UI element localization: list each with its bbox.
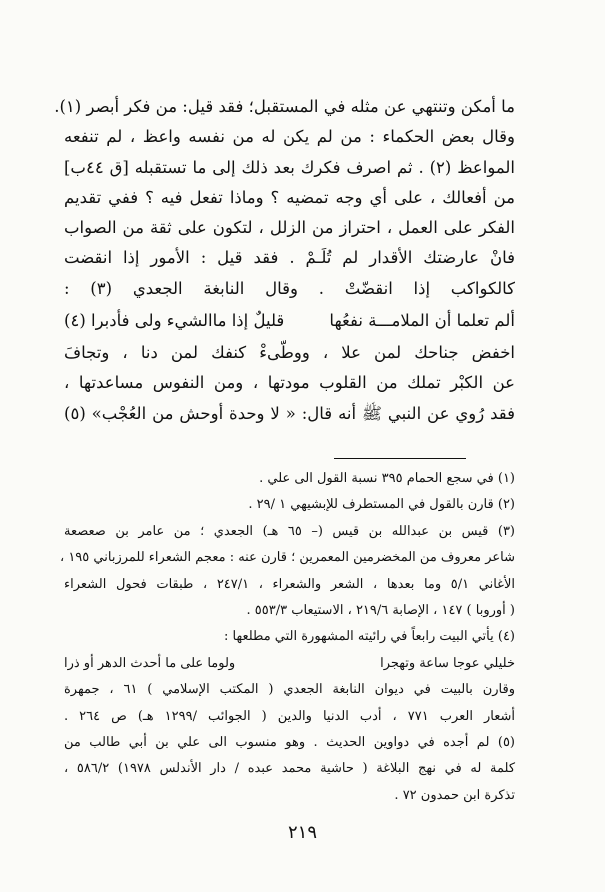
poem-second-hemistich: قليلٌ إذا ماالشيء ولى فأدبرا (٤) — [64, 311, 285, 331]
footnote-separator — [334, 458, 466, 459]
footnote-line: (١) في سجع الحمام ٣٩٥ نسبة القول الى علي . — [259, 471, 515, 486]
footnote-line: الأغاني ٥/١ وما بعدها ، الشعر والشعراء ، ٢٤٧/١ ، طبقات فحول الشعراء — [64, 576, 515, 592]
text-line: من أفعالك ، على أي وجه تمضيه ؟ وماذا تفعل فيه ؟ ففي تقديم — [64, 187, 515, 207]
footnote-line: ( أوروبا ) ١٤٧ ، الإصابة ٢١٩/٦ ، الاستيعاب ٥٥٣/٣ . — [246, 602, 515, 618]
page-number: ٢١٩ — [287, 822, 317, 843]
footnote-line: تذكرة ابن حمدون ٧٢ . — [394, 787, 515, 803]
text-line: الفكر على العمل ، احتراز من الزلل ، لتكون على ثقة من الصواب — [64, 218, 515, 238]
footnote-line: شاعر معروف من المخضرمين المعمرين ؛ قارن عنه : معجم الشعراء للمرزباني ١٩٥ ، — [60, 550, 515, 566]
footnote-line: أشعار العرب ٧٧١ ، أدب الدنيا والدين ( الجوائب /١٢٩٩ هـ) ص ٢٦٤ . — [64, 708, 515, 724]
text-line: كالكواكب إذا انقضّتْ . وقال النابغة الجعدي (٣) : — [64, 278, 515, 298]
text-line: ما أمكن وتنتهي عن مثله في المستقبل؛ فقد قيل: من فكر أبصر (١). — [54, 97, 515, 116]
text-line: فقد رُوي عن النبي ﷺ أنه قال: « لا وحدة أوحش من العُجْب» (٥) — [64, 403, 515, 423]
footnotes — [60, 466, 516, 809]
footnote-poem-first-hemistich: خليلي عوجا ساعة وتهجرا — [380, 655, 515, 671]
footnote-poem-verse — [64, 651, 515, 677]
footnote-line: (٣) قيس بن عبدالله بن قيس (– ٦٥ هـ) الجعدي ؛ من عامر بن صعصعة — [64, 523, 515, 539]
main-text — [54, 92, 516, 429]
text-line: المواعظ (٢) . ثم اصرف فكرك بعد ذلك إلى ما تستقبله [ق ٤٤ب] — [64, 157, 516, 177]
poem-verse — [64, 304, 515, 338]
footnote-line: (٤) يأتي البيت رابعاً في رائيته المشهورة التي مطلعها : — [223, 629, 515, 645]
poem-first-hemistich: ألم تعلما أن الملامـــة نفعُها — [329, 311, 515, 331]
footnote-poem-second-hemistich: ولوما على ما أحدث الدهر أو ذرا — [64, 655, 236, 671]
text-line: فانْ عارضتك الأقدار لم تُلَـمْ . فقد قيل : الأمور إذا انقضت — [64, 248, 515, 268]
footnote-line: (٥) لم أجده في دواوين الحديث . وهو منسوب الى علي بن أبي طالب من — [64, 734, 515, 750]
footnote-line: (٢) قارن بالقول في المستطرف للإبشيهي ١ /٢٩ . — [248, 497, 515, 513]
text-line: عن الكبْر تملك من القلوب مودتها ، ومن النفوس مساعدتها ، — [64, 373, 515, 393]
footnote-line: كلمة له في نهج البلاغة ( حاشية محمد عبده / دار الأندلس ١٩٧٨) ٥٨٦/٢ ، — [64, 761, 516, 777]
text-line: اخفض جناحك لمن علا ، ووطّىءْ كنفك لمن دنا ، وتجافَ — [64, 343, 515, 363]
text-line: وقال بعض الحكماء : من لم يكن له من نفسه واعظ ، لم تنفعه — [64, 127, 515, 147]
footnote-line: وقارن بالبيت في ديوان النابغة الجعدي ( المكتب الإسلامي ) ٦١ ، جمهرة — [64, 682, 515, 698]
